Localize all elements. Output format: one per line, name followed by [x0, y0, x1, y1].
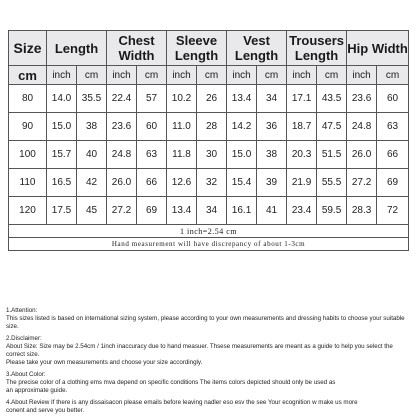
unit-inch: inch	[47, 66, 77, 85]
unit-inch: inch	[347, 66, 377, 85]
table-cell: 28	[197, 113, 227, 141]
unit-row	[9, 66, 409, 85]
header-trousers-line1: Trousers	[289, 33, 345, 48]
review-text-1: 4.About Review If there is any dissaisacon please emails before leaving nadler eso esv the see Your ecognition w make us more	[6, 399, 358, 406]
table-row	[9, 85, 409, 113]
table-cell: 34	[257, 85, 287, 113]
table-cell: 69	[377, 169, 409, 197]
table-cell: 15.4	[227, 169, 257, 197]
table-cell: 23.6	[107, 113, 137, 141]
table-cell: 26	[197, 85, 227, 113]
header-hip-width: Hip Width	[347, 31, 409, 66]
table-cell: 26.0	[347, 141, 377, 169]
table-cell: 15.0	[47, 113, 77, 141]
table-cell: 23.4	[287, 197, 317, 225]
size-cell: 110	[9, 169, 47, 197]
table-cell: 59.5	[317, 197, 347, 225]
color-title: 3.About Color:	[6, 371, 46, 378]
table-cell: 11.8	[167, 141, 197, 169]
table-cell: 14.0	[47, 85, 77, 113]
table-cell: 45	[77, 197, 107, 225]
header-sleeve-length	[167, 31, 227, 66]
table-cell: 20.3	[287, 141, 317, 169]
table-cell: 27.2	[107, 197, 137, 225]
unit-cm: cm	[77, 66, 107, 85]
table-cell: 38	[257, 141, 287, 169]
header-chest-width	[107, 31, 167, 66]
disclaimer-text-2: Please take your own measurements and choose your size accordingly.	[6, 359, 203, 366]
attention-text: This sizes listed is based on international sizing system, please according to your own measurements and dressing habits to choose your suitable size.	[6, 315, 405, 330]
table-cell: 40	[77, 141, 107, 169]
table-cell: 57	[137, 85, 167, 113]
table-cell: 27.2	[347, 169, 377, 197]
table-cell: 16.1	[227, 197, 257, 225]
table-cell: 12.6	[167, 169, 197, 197]
table-cell: 47.5	[317, 113, 347, 141]
header-trousers-length	[287, 31, 347, 66]
table-cell: 13.4	[227, 85, 257, 113]
table-row	[9, 169, 409, 197]
header-chest-line1: Chest	[118, 33, 155, 48]
header-length: Length	[47, 31, 107, 66]
header-vest-line1: Vest	[243, 33, 270, 48]
notes-section	[6, 307, 412, 415]
table-cell: 24.8	[107, 141, 137, 169]
table-cell: 41	[257, 197, 287, 225]
table-cell: 35.5	[77, 85, 107, 113]
table-cell: 39	[257, 169, 287, 197]
table-row	[9, 141, 409, 169]
size-table	[8, 30, 409, 251]
table-cell: 63	[377, 113, 409, 141]
table-cell: 72	[377, 197, 409, 225]
unit-cm-first: cm	[9, 66, 47, 85]
unit-inch: inch	[107, 66, 137, 85]
table-row	[9, 113, 409, 141]
table-cell: 26.0	[107, 169, 137, 197]
table-cell: 15.7	[47, 141, 77, 169]
unit-inch: inch	[167, 66, 197, 85]
table-cell: 66	[137, 169, 167, 197]
color-text-1: The precise color of a clothing ems mva depend on specific conditions The items colors depicted should only be used as	[6, 379, 336, 386]
unit-cm: cm	[197, 66, 227, 85]
table-cell: 66	[377, 141, 409, 169]
table-cell: 17.1	[287, 85, 317, 113]
table-cell: 24.8	[347, 113, 377, 141]
table-cell: 16.5	[47, 169, 77, 197]
table-cell: 18.7	[287, 113, 317, 141]
unit-cm: cm	[377, 66, 409, 85]
table-cell: 42	[77, 169, 107, 197]
table-cell: 36	[257, 113, 287, 141]
table-cell: 17.5	[47, 197, 77, 225]
table-cell: 60	[137, 113, 167, 141]
measurement-row	[9, 238, 409, 251]
size-cell: 100	[9, 141, 47, 169]
size-cell: 120	[9, 197, 47, 225]
unit-cm: cm	[317, 66, 347, 85]
unit-inch: inch	[287, 66, 317, 85]
header-chest-line2: Width	[118, 48, 155, 63]
table-cell: 55.5	[317, 169, 347, 197]
color-text-2: an approximate guide.	[6, 387, 68, 394]
header-vest-length	[227, 31, 287, 66]
table-cell: 69	[137, 197, 167, 225]
header-vest-line2: Length	[234, 48, 279, 63]
attention-title: 1.Attention:	[6, 307, 38, 314]
review-text-2: conent and serve you better.	[6, 407, 85, 414]
header-trousers-line2: Length	[294, 48, 339, 63]
header-row	[9, 31, 409, 66]
header-sleeve-line1: Sleeve	[175, 33, 218, 48]
disclaimer-title: 2.Disclaimer:	[6, 335, 42, 342]
table-cell: 51.5	[317, 141, 347, 169]
table-cell: 34	[197, 197, 227, 225]
measurement-note: Hand measurement will have discrepancy of about 1-3cm	[9, 238, 409, 251]
size-chart	[8, 30, 408, 251]
table-cell: 60	[377, 85, 409, 113]
table-cell: 10.2	[167, 85, 197, 113]
table-cell: 43.5	[317, 85, 347, 113]
table-cell: 22.4	[107, 85, 137, 113]
size-cell: 90	[9, 113, 47, 141]
table-row	[9, 197, 409, 225]
unit-cm: cm	[137, 66, 167, 85]
table-cell: 63	[137, 141, 167, 169]
table-cell: 32	[197, 169, 227, 197]
table-cell: 14.2	[227, 113, 257, 141]
disclaimer-text-1: About Size: Size may be 2.54cm / 1inch inaccuracy due to hand measuer. Thsese measurements are meant as a guide to help you select the correct size.	[6, 343, 393, 358]
conversion-row	[9, 225, 409, 238]
table-cell: 13.4	[167, 197, 197, 225]
header-sleeve-line2: Length	[174, 48, 219, 63]
size-rows	[9, 85, 409, 225]
table-cell: 23.6	[347, 85, 377, 113]
table-cell: 38	[77, 113, 107, 141]
unit-inch: inch	[227, 66, 257, 85]
conversion-note: 1 inch=2.54 cm	[9, 225, 409, 238]
unit-cm: cm	[257, 66, 287, 85]
table-cell: 11.0	[167, 113, 197, 141]
table-cell: 30	[197, 141, 227, 169]
size-cell: 80	[9, 85, 47, 113]
header-size: Size	[9, 31, 47, 66]
table-cell: 21.9	[287, 169, 317, 197]
table-cell: 15.0	[227, 141, 257, 169]
table-cell: 28.3	[347, 197, 377, 225]
